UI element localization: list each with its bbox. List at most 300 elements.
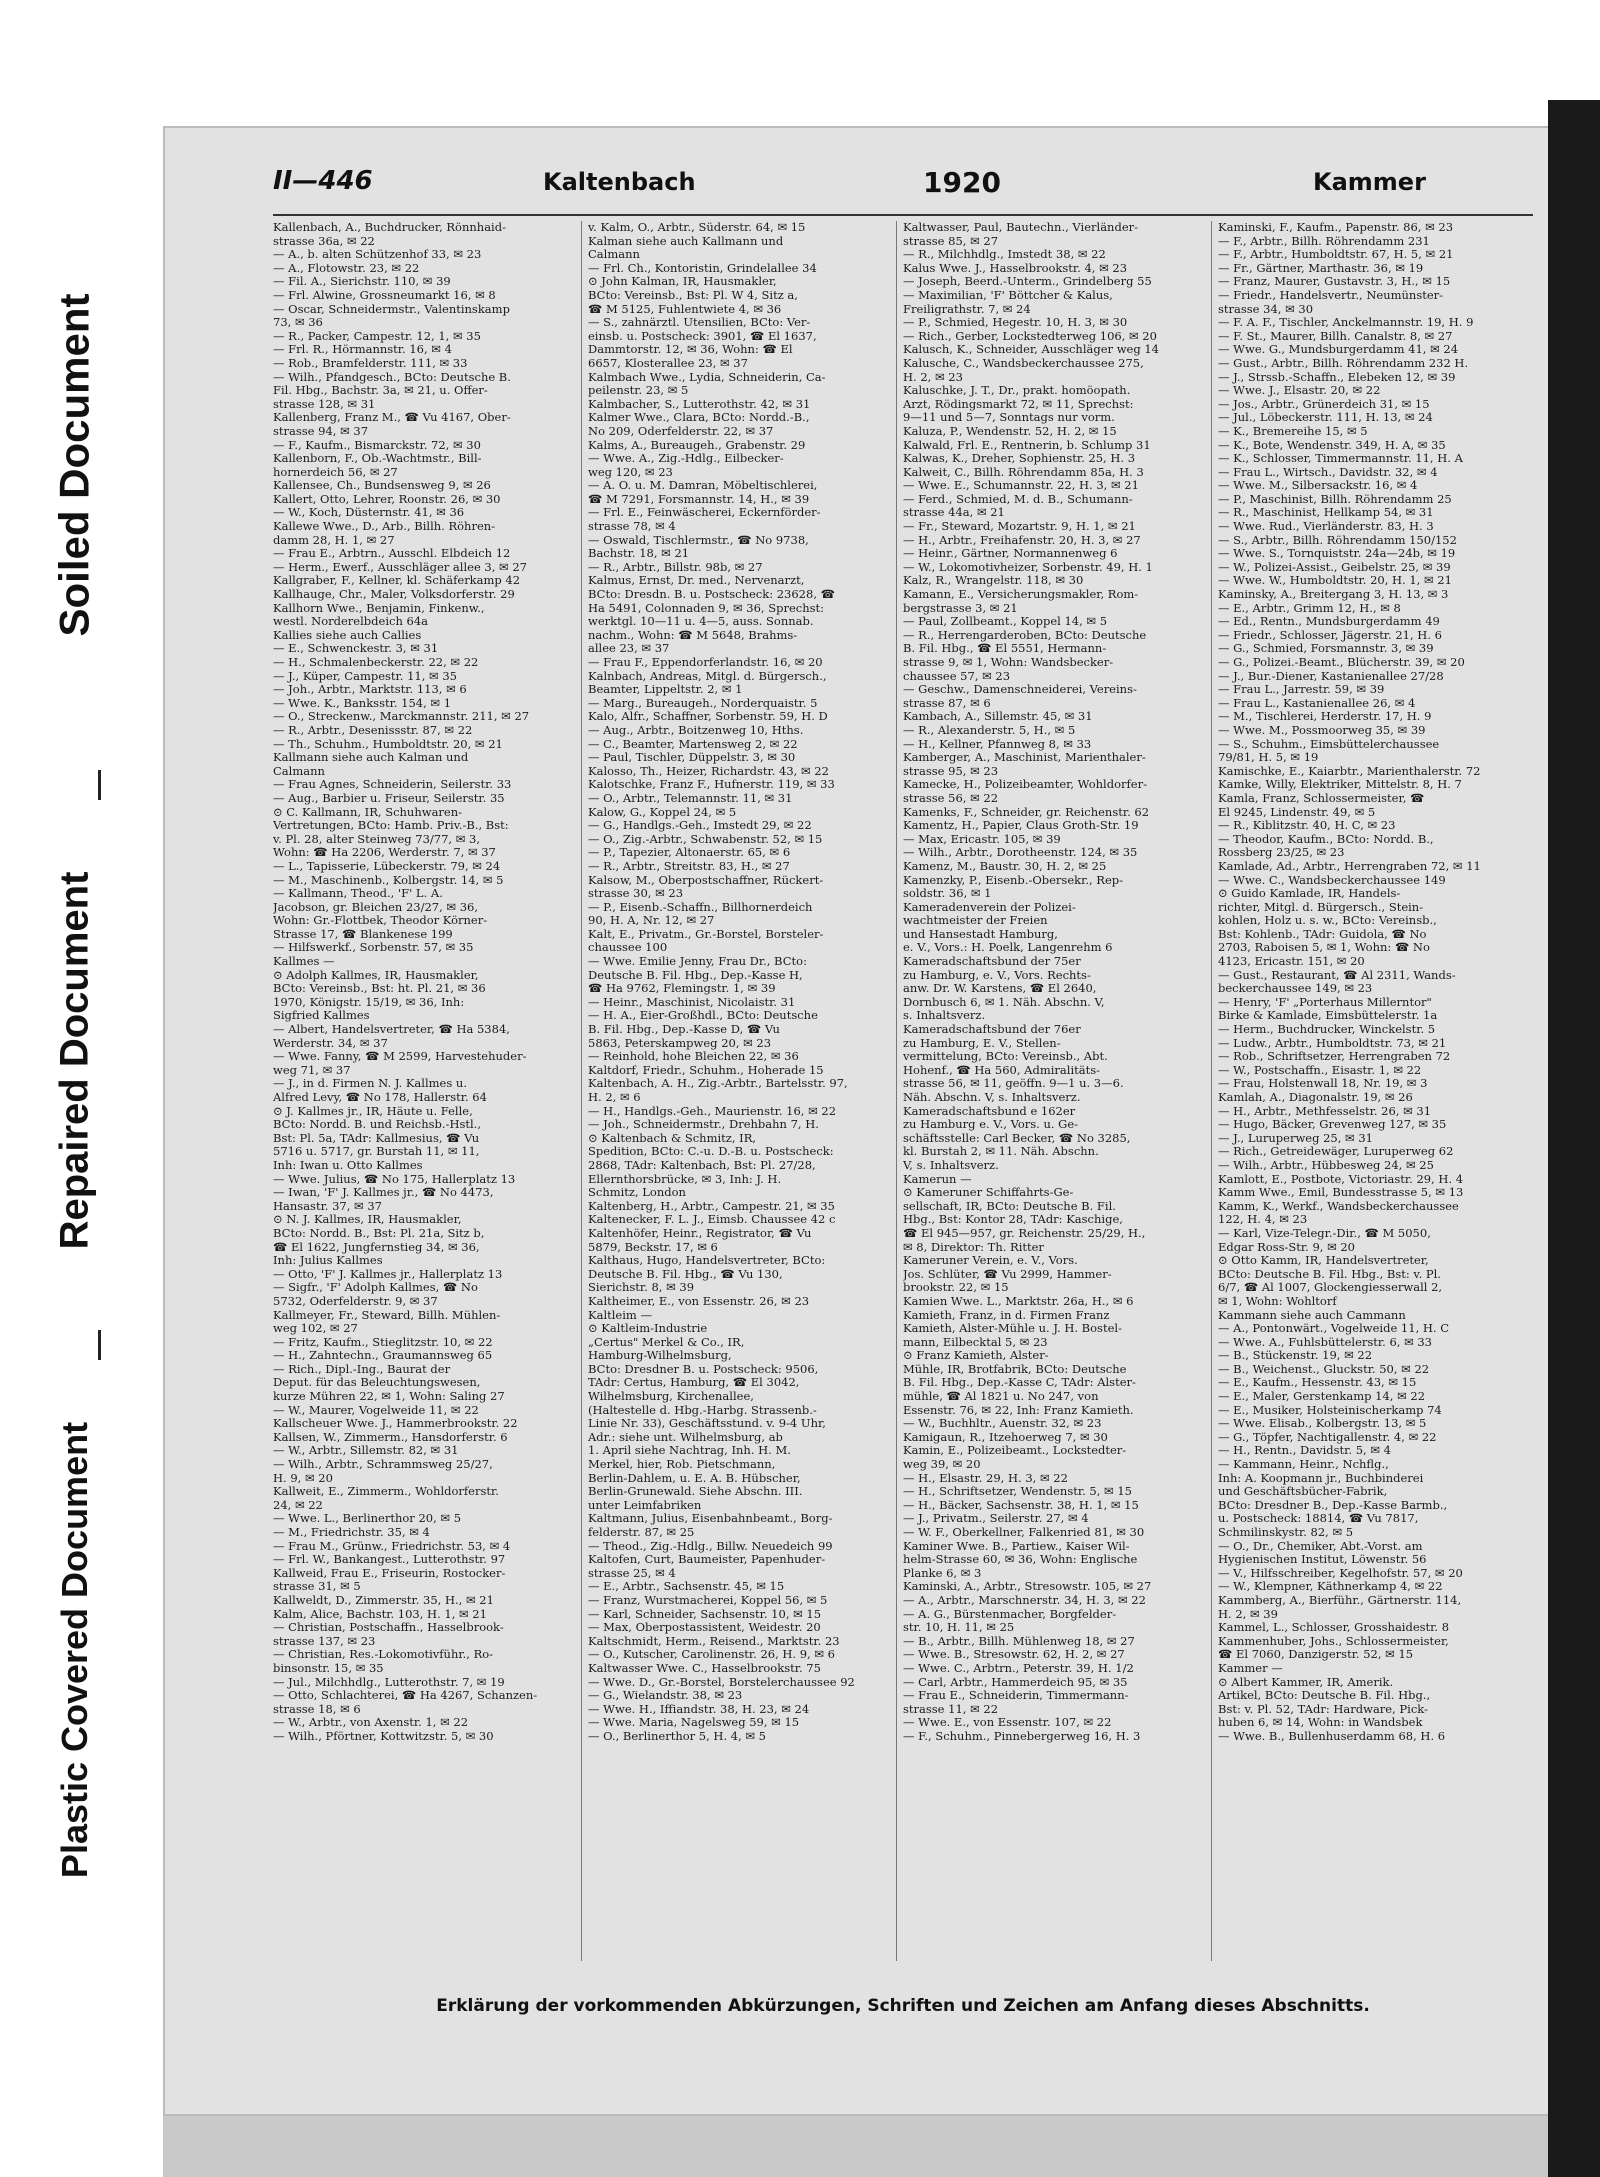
directory-entry-line: Kalwald, Frl. E., Rentnerin, b. Schlump 31 xyxy=(903,438,1151,452)
directory-entry-line: 73, ✉ 36 xyxy=(273,316,323,330)
directory-entry-line: ✉ 8, Direktor: Th. Ritter xyxy=(903,1240,1044,1254)
directory-entry-line: zu Hamburg e. V., Vors. u. Ge- xyxy=(903,1118,1079,1132)
directory-entry-line: — Oswald, Tischlermstr., ☎ No 9738, xyxy=(588,533,809,547)
directory-entry-line: 1970, Königstr. 15/19, ✉ 36, Inh: xyxy=(273,995,465,1009)
directory-entry-line: — W., Maurer, Vogelweide 11, ✉ 22 xyxy=(273,1403,479,1417)
directory-entry-line: — Frau L., Jarrestr. 59, ✉ 39 xyxy=(1218,683,1385,697)
directory-entry-line: Jacobson, gr. Bleichen 23/27, ✉ 36, xyxy=(273,900,479,914)
directory-entry-line: Wilhelmsburg, Kirchenallee, xyxy=(588,1390,754,1404)
directory-entry-line: Kaltdorf, Friedr., Schuhm., Hoherade 15 xyxy=(588,1063,824,1077)
directory-entry-line: Kamenz, M., Baustr. 30, H. 2, ✉ 25 xyxy=(903,859,1107,873)
directory-entry-line: Kalmus, Ernst, Dr. med., Nervenarzt, xyxy=(588,574,805,588)
directory-entry-line: — Heinr., Gärtner, Normannenweg 6 xyxy=(903,547,1118,561)
directory-column-1 xyxy=(273,221,573,1961)
directory-entry-line: H. 2, ✉ 6 xyxy=(588,1091,641,1104)
directory-entry-line: — O., Kutscher, Carolinenstr. 26, H. 9, ✉ 6 xyxy=(588,1648,835,1662)
directory-entry-line: — F. St., Maurer, Billh. Canalstr. 8, ✉ 27 xyxy=(1218,329,1453,343)
directory-entry-line: — F., Kaufm., Bismarckstr. 72, ✉ 30 xyxy=(273,438,481,452)
directory-entry-line: Kalwas, K., Dreher, Sophienstr. 25, H. 3 xyxy=(903,452,1136,466)
directory-entry-line: — Kammann, Heinr., Nchflg., xyxy=(1218,1458,1389,1472)
directory-entry-line: — H., Zahntechn., Graumannsweg 65 xyxy=(273,1349,493,1363)
directory-entry-line: Kalow, G., Koppel 24, ✉ 5 xyxy=(588,805,737,819)
directory-entry-line: — Wwe. M., Possmoorweg 35, ✉ 39 xyxy=(1218,723,1426,737)
directory-entry-line: binsonstr. 15, ✉ 35 xyxy=(273,1661,384,1675)
directory-entry-line: — Wwe. C., Wandsbeckerchaussee 149 xyxy=(1218,873,1446,887)
directory-entry-line: Birke & Kamlade, Eimsbüttelerstr. 1a xyxy=(1218,1009,1438,1023)
directory-entry-line: — O., Zig.-Arbtr., Schwabenstr. 52, ✉ 15 xyxy=(588,832,823,846)
header-first-entry: Kaltenbach xyxy=(543,168,696,196)
directory-entry-line: BCto: Nordd. B. und Reichsb.-Hstl., xyxy=(273,1118,481,1132)
directory-entry-line: strasse 94, ✉ 37 xyxy=(273,424,369,438)
directory-entry-line: helm-Strasse 60, ✉ 36, Wohn: Englische xyxy=(903,1553,1138,1567)
directory-entry-line: Kallsen, W., Zimmerm., Hansdorferstr. 6 xyxy=(273,1430,508,1444)
directory-entry-line: Kamann, E., Versicherungsmakler, Rom- xyxy=(903,588,1139,602)
directory-entry-line: Kallewe Wwe., D., Arb., Billh. Röhren- xyxy=(273,520,496,534)
directory-entry-line: — R., Milchhdlg., Imstedt 38, ✉ 22 xyxy=(903,248,1106,262)
directory-entry-line: Kaltschmidt, Herm., Reisend., Marktstr. 23 xyxy=(588,1634,840,1648)
directory-entry-line: Kalmbach Wwe., Lydia, Schneiderin, Ca- xyxy=(588,370,826,384)
directory-entry-line: — Christian, Postschaffn., Hasselbrook- xyxy=(273,1621,504,1635)
directory-entry-line: 5879, Beckstr. 17, ✉ 6 xyxy=(588,1240,718,1254)
directory-entry-line: — J., Strssb.-Schaffn., Elebeken 12, ✉ 39 xyxy=(1218,370,1456,384)
directory-entry-line: — Reinhold, hohe Bleichen 22, ✉ 36 xyxy=(588,1050,799,1064)
directory-entry-line: — Max, Ericastr. 105, ✉ 39 xyxy=(903,832,1061,846)
directory-entry-line: — Wwe. Rud., Vierländerstr. 83, H. 3 xyxy=(1218,520,1434,534)
directory-entry-line: — Henry, 'F' „Porterhaus Millerntor" xyxy=(1218,995,1432,1009)
directory-entry-line: ⊙ Kameruner Schiffahrts-Ge- xyxy=(903,1186,1074,1200)
directory-entry-line: strasse 9, ✉ 1, Wohn: Wandsbecker- xyxy=(903,656,1114,669)
directory-entry-line: strasse 95, ✉ 23 xyxy=(903,764,999,778)
label-divider xyxy=(98,770,101,800)
directory-entry-line: — Wwe. E., Schumannstr. 22, H. 3, ✉ 21 xyxy=(903,479,1139,493)
directory-entry-line: — Joseph, Beerd.-Unterm., Grindelberg 55 xyxy=(903,275,1152,289)
directory-entry-line: beckerchaussee 149, ✉ 23 xyxy=(1218,982,1373,996)
directory-entry-line: Kameruner Verein, e. V., Vors. xyxy=(903,1254,1078,1268)
directory-entry-line: — P., Schmied, Hegestr. 10, H. 3, ✉ 30 xyxy=(903,316,1128,330)
directory-entry-line: — O., Berlinerthor 5, H. 4, ✉ 5 xyxy=(588,1729,767,1743)
directory-entry-line: — Heinr., Maschinist, Nicolaistr. 31 xyxy=(588,995,796,1009)
directory-entry-line: — A. G., Bürstenmacher, Borgfelder- xyxy=(903,1607,1117,1621)
directory-entry-line: Wohn: Gr.-Flottbek, Theodor Körner- xyxy=(273,914,488,928)
directory-entry-line: damm 28, H. 1, ✉ 27 xyxy=(273,533,395,547)
directory-entry-line: — Wwe. Maria, Nagelsweg 59, ✉ 15 xyxy=(588,1716,800,1730)
directory-entry-line: Kalmer Wwe., Clara, BCto: Nordd.-B., xyxy=(588,411,810,425)
directory-entry-line: Kallhauge, Chr., Maler, Volksdorferstr. 29 xyxy=(273,588,515,602)
directory-entry-line: — J., Luruperweg 25, ✉ 31 xyxy=(1218,1131,1373,1145)
abbreviations-note: Erklärung der vorkommenden Abkürzungen, Schriften und Zeichen am Anfang dieses Abschnitts. xyxy=(436,1996,1370,2016)
directory-entry-line: Kalosso, Th., Heizer, Richardstr. 43, ✉ 22 xyxy=(588,764,829,778)
directory-entry-line: — Frl. Alwine, Grossneumarkt 16, ✉ 8 xyxy=(273,288,496,302)
directory-entry-line: — H., Rentn., Davidstr. 5, ✉ 4 xyxy=(1218,1444,1391,1458)
directory-entry-line: — Rich., Getreidewäger, Luruperweg 62 xyxy=(1218,1145,1454,1159)
directory-entry-line: Werderstr. 34, ✉ 37 xyxy=(273,1036,388,1050)
directory-entry-line: Calmann xyxy=(273,764,325,778)
directory-entry-line: Kallmes — xyxy=(273,955,335,969)
directory-entry-line: bergstrasse 3, ✉ 21 xyxy=(903,601,1018,615)
directory-entry-line: str. 10, H. 11, ✉ 25 xyxy=(903,1621,1015,1635)
directory-entry-line: Kamenzky, P., Eisenb.-Obersekr., Rep- xyxy=(903,873,1124,887)
directory-entry-line: — Wwe. H., Iffiandstr. 38, H. 23, ✉ 24 xyxy=(588,1702,810,1716)
directory-entry-line: — Fr., Gärtner, Marthastr. 36, ✉ 19 xyxy=(1218,261,1424,275)
directory-entry-line: Kaltmann, Julius, Eisenbahnbeamt., Borg- xyxy=(588,1512,833,1526)
directory-entry-line: — Fritz, Kaufm., Stieglitzstr. 10, ✉ 22 xyxy=(273,1335,493,1349)
directory-entry-line: Kallmann siehe auch Kalman und xyxy=(273,751,469,765)
directory-entry-line: Strasse 17, ☎ Blankenese 199 xyxy=(273,927,453,941)
plastic-covered-document-label: Plastic Covered Document xyxy=(54,1421,96,1879)
directory-entry-line: B. Fil. Hbg., Dep.-Kasse C, TAdr: Alster- xyxy=(903,1376,1136,1390)
directory-entry-line: Kallert, Otto, Lehrer, Roonstr. 26, ✉ 30 xyxy=(273,492,501,506)
directory-entry-line: 5863, Peterskampweg 20, ✉ 23 xyxy=(588,1036,772,1050)
directory-entry-line: — Wilh., Pförtner, Kottwitzstr. 5, ✉ 30 xyxy=(273,1729,494,1743)
directory-entry-line: — E., Musiker, Holsteinischerkamp 74 xyxy=(1218,1403,1442,1417)
directory-entry-line: — Paul, Tischler, Düppelstr. 3, ✉ 30 xyxy=(588,751,796,765)
directory-entry-line: ⊙ Franz Kamieth, Alster- xyxy=(903,1349,1049,1363)
directory-entry-line: allee 23, ✉ 37 xyxy=(588,642,670,656)
directory-entry-line: — Frau L., Wirtsch., Davidstr. 32, ✉ 4 xyxy=(1218,465,1438,479)
directory-entry-line: — Frau L., Kastanienallee 26, ✉ 4 xyxy=(1218,696,1416,710)
header-rule xyxy=(273,214,1533,216)
directory-entry-line: schäftsstelle: Carl Becker, ☎ No 3285, xyxy=(903,1131,1131,1145)
directory-entry-line: Kallenberg, Franz M., ☎ Vu 4167, Ober- xyxy=(273,411,511,425)
directory-entry-line: strasse 78, ✉ 4 xyxy=(588,520,676,534)
directory-entry-line: strasse 128, ✉ 31 xyxy=(273,397,376,411)
column-divider xyxy=(1211,221,1212,1961)
directory-entry-line: Jos. Schlüter, ☎ Vu 2999, Hammer- xyxy=(903,1267,1112,1281)
directory-entry-line: Spedition, BCto: C.-u. D.-B. u. Postscheck: xyxy=(588,1145,834,1159)
directory-entry-line: — B., Weichenst., Gluckstr. 50, ✉ 22 xyxy=(1218,1362,1430,1376)
directory-entry-line: Rossberg 23/25, ✉ 23 xyxy=(1218,846,1345,860)
directory-entry-line: — M., Friedrichstr. 35, ✉ 4 xyxy=(273,1526,430,1539)
directory-entry-line: Kamieth, Alster-Mühle u. J. H. Bostel- xyxy=(903,1322,1122,1336)
directory-entry-line: chaussee 57, ✉ 23 xyxy=(903,669,1011,683)
directory-entry-line: — B., Stückenstr. 19, ✉ 22 xyxy=(1218,1349,1373,1363)
directory-entry-line: westl. Norderelbdeich 64a xyxy=(273,615,428,629)
directory-entry-line: strasse 87, ✉ 6 xyxy=(903,696,991,710)
directory-entry-line: felderstr. 87, ✉ 25 xyxy=(588,1526,695,1539)
directory-entry-line: Dammtorstr. 12, ✉ 36, Wohn: ☎ El xyxy=(588,343,793,357)
directory-entry-line: V, s. Inhaltsverz. xyxy=(903,1158,999,1172)
directory-entry-line: Kamerun — xyxy=(903,1172,972,1186)
directory-entry-line: — H., Bäcker, Sachsenstr. 38, H. 1, ✉ 15 xyxy=(903,1498,1139,1512)
directory-page xyxy=(163,126,1555,2116)
directory-entry-line: — Friedr., Handelsvertr., Neumünster- xyxy=(1218,288,1444,302)
directory-entry-line: — G., Wielandstr. 38, ✉ 23 xyxy=(588,1689,743,1703)
directory-entry-line: Mühle, IR, Brotfabrik, BCto: Deutsche xyxy=(903,1362,1127,1376)
directory-entry-line: — H., Schriftsetzer, Wendenstr. 5, ✉ 15 xyxy=(903,1485,1132,1499)
directory-entry-line: H. 9, ✉ 20 xyxy=(273,1471,333,1485)
column-divider xyxy=(896,221,897,1961)
directory-entry-line: — P., Maschinist, Billh. Röhrendamm 25 xyxy=(1218,492,1452,506)
directory-entry-line: H. 2, ✉ 23 xyxy=(903,370,963,384)
directory-entry-line: — Theodor, Kaufm., BCto: Nordd. B., xyxy=(1218,832,1434,846)
directory-entry-line: — F., Arbtr., Billh. Röhrendamm 231 xyxy=(1218,234,1430,248)
directory-entry-line: H. 2, ✉ 39 xyxy=(1218,1607,1278,1621)
directory-entry-line: Kallweit, E., Zimmerm., Wohldorferstr. xyxy=(273,1485,499,1499)
directory-entry-line: und Hansestadt Hamburg, xyxy=(903,927,1058,941)
directory-entry-line: — Aug., Arbtr., Boitzenweg 10, Hths. xyxy=(588,723,804,737)
directory-entry-line: Sigfried Kallmes xyxy=(273,1009,370,1023)
directory-entry-line: — Wwe. A., Zig.-Hdlg., Eilbecker- xyxy=(588,452,784,466)
directory-entry-line: v. Pl. 28, alter Steinweg 73/77, ✉ 3, xyxy=(273,832,480,846)
directory-entry-line: — Fil. A., Sierichstr. 110, ✉ 39 xyxy=(273,275,451,289)
directory-entry-line: Schmitz, London xyxy=(588,1186,686,1200)
directory-entry-line: Kamlott, E., Postbote, Victoriastr. 29, H. 4 xyxy=(1218,1172,1464,1186)
directory-entry-line: — W., Buchhltr., Auenstr. 32, ✉ 23 xyxy=(903,1417,1102,1431)
directory-entry-line: u. Postscheck: 18814, ☎ Vu 7817, xyxy=(1218,1512,1419,1526)
directory-entry-line: Kammer — xyxy=(1218,1661,1283,1675)
directory-entry-line: 5716 u. 5717, gr. Burstah 11, ✉ 11, xyxy=(273,1145,480,1159)
directory-entry-line: — H., Kellner, Pfannweg 8, ✉ 33 xyxy=(903,737,1092,751)
directory-entry-line: Kamm Wwe., Emil, Bundesstrasse 5, ✉ 13 xyxy=(1218,1186,1464,1200)
directory-entry-line: Kamlah, A., Diagonalstr. 19, ✉ 26 xyxy=(1218,1091,1413,1104)
label-divider xyxy=(98,1330,101,1360)
soiled-document-label: Soiled Document xyxy=(51,293,99,637)
directory-entry-line: BCto: Vereinsb., Bst: Pl. W 4, Sitz a, xyxy=(588,288,798,302)
directory-entry-line: — E., Arbtr., Sachsenstr. 45, ✉ 15 xyxy=(588,1580,785,1594)
directory-entry-line: — Wwe. S., Tornquiststr. 24a—24b, ✉ 19 xyxy=(1218,547,1456,561)
directory-entry-line: und Geschäftsbücher-Fabrik, xyxy=(1218,1485,1388,1499)
directory-entry-line: — Aug., Barbier u. Friseur, Seilerstr. 35 xyxy=(273,791,505,805)
directory-entry-line: — O., Arbtr., Telemannstr. 11, ✉ 31 xyxy=(588,791,793,805)
directory-entry-line: — L., Tapisserie, Lübeckerstr. 79, ✉ 24 xyxy=(273,859,501,873)
directory-entry-line: Kalo, Alfr., Schaffner, Sorbenstr. 59, H. D xyxy=(588,710,828,724)
directory-entry-line: 6/7, ☎ Al 1007, Glockengiesserwall 2, xyxy=(1218,1281,1443,1295)
directory-entry-line: Adr.: siehe unt. Wilhelmsburg, ab xyxy=(588,1430,783,1444)
directory-entry-line: — Frl. W., Bankangest., Lutterothstr. 97 xyxy=(273,1553,506,1567)
directory-entry-line: Kalweit, C., Billh. Röhrendamm 85a, H. 3 xyxy=(903,465,1144,479)
directory-entry-line: — E., Maler, Gerstenkamp 14, ✉ 22 xyxy=(1218,1390,1426,1404)
directory-entry-line: 9—11 und 5—7, Sonntags nur vorm. xyxy=(903,411,1115,425)
directory-entry-line: — Frau E., Schneiderin, Timmermann- xyxy=(903,1689,1129,1703)
directory-entry-line: Kaluza, P., Wendenstr. 52, H. 2, ✉ 15 xyxy=(903,424,1117,438)
directory-entry-line: — Franz, Maurer, Gustavstr. 3, H., ✉ 15 xyxy=(1218,275,1451,289)
directory-entry-line: weg 71, ✉ 37 xyxy=(273,1063,351,1077)
directory-entry-line: — Wwe. Elisab., Kolbergstr. 13, ✉ 5 xyxy=(1218,1417,1427,1431)
directory-entry-line: Kamlade, Ad., Arbtr., Herrengraben 72, ✉ 11 xyxy=(1218,859,1481,873)
directory-entry-line: — Rich., Gerber, Lockstedterweg 106, ✉ 20 xyxy=(903,329,1157,343)
directory-entry-line: — H. A., Eier-Großhdl., BCto: Deutsche xyxy=(588,1009,818,1023)
directory-entry-line: Näh. Abschn. V, s. Inhaltsverz. xyxy=(903,1091,1081,1104)
directory-entry-line: 2868, TAdr: Kaltenbach, Bst: Pl. 27/28, xyxy=(588,1158,816,1172)
directory-entry-line: B. Fil. Hbg., Dep.-Kasse D, ☎ Vu xyxy=(588,1023,780,1037)
directory-entry-line: Kalnbach, Andreas, Mitgl. d. Bürgersch., xyxy=(588,669,827,683)
directory-entry-line: wachtmeister der Freien xyxy=(903,914,1048,928)
directory-entry-line: kurze Mühren 22, ✉ 1, Wohn: Saling 27 xyxy=(273,1390,505,1404)
directory-entry-line: ⊙ Otto Kamm, IR, Handelsvertreter, xyxy=(1218,1254,1429,1268)
directory-entry-line: vermittelung, BCto: Vereinsb., Abt. xyxy=(903,1050,1108,1064)
directory-entry-line: 1. April siehe Nachtrag, Inh. H. M. xyxy=(588,1444,791,1458)
directory-entry-line: Kallgraber, F., Kellner, kl. Schäferkamp 42 xyxy=(273,574,521,588)
directory-entry-line: Deput. für das Beleuchtungswesen, xyxy=(273,1376,481,1390)
directory-entry-line: Kameradenverein der Polizei- xyxy=(903,900,1076,914)
directory-entry-line: — F. A. F., Tischler, Anckelmannstr. 19, H. 9 xyxy=(1218,316,1474,330)
directory-entry-line: — F., Schuhm., Pinnebergerweg 16, H. 3 xyxy=(903,1729,1141,1743)
directory-entry-line: Kalz, R., Wrangelstr. 118, ✉ 30 xyxy=(903,574,1084,588)
directory-entry-line: 4123, Ericastr. 151, ✉ 20 xyxy=(1218,955,1365,969)
directory-entry-line: — H., Schmalenbeckerstr. 22, ✉ 22 xyxy=(273,656,479,669)
directory-entry-line: ⊙ J. Kallmes jr., IR, Häute u. Felle, xyxy=(273,1104,473,1118)
directory-entry-line: — C., Beamter, Martensweg 2, ✉ 22 xyxy=(588,737,798,751)
directory-entry-line: hornerdeich 56, ✉ 27 xyxy=(273,465,398,479)
directory-entry-line: Kaltenecker, F. L. J., Eimsb. Chaussee 42 c xyxy=(588,1213,836,1227)
directory-entry-line: — Wwe. K., Banksstr. 154, ✉ 1 xyxy=(273,696,452,710)
directory-entry-line: — E., Schwenckestr. 3, ✉ 31 xyxy=(273,642,439,656)
directory-entry-line: — E., Kaufm., Hessenstr. 43, ✉ 15 xyxy=(1218,1376,1417,1390)
header-last-entry: Kammer xyxy=(1313,168,1426,196)
directory-entry-line: Kaluschke, J. T., Dr., prakt. homöopath. xyxy=(903,384,1131,398)
directory-entry-line: — W., Koch, Düsternstr. 41, ✉ 36 xyxy=(273,506,465,520)
directory-entry-line: — O., Dr., Chemiker, Abt.-Vorst. am xyxy=(1218,1539,1423,1553)
directory-entry-line: — Wilh., Pfandgesch., BCto: Deutsche B. xyxy=(273,370,511,384)
directory-entry-line: — R., Arbtr., Billstr. 98b, ✉ 27 xyxy=(588,560,763,574)
directory-entry-line: — Hugo, Bäcker, Grevenweg 127, ✉ 35 xyxy=(1218,1118,1447,1132)
directory-entry-line: B. Fil. Hbg., ☎ El 5551, Hermann- xyxy=(903,642,1107,656)
directory-entry-line: Kallenborn, F., Ob.-Wachtmstr., Bill- xyxy=(273,452,482,466)
directory-entry-line: Kaminsky, A., Breitergang 3, H. 13, ✉ 3 xyxy=(1218,588,1449,602)
directory-entry-line: einsb. u. Postscheck: 3901, ☎ El 1637, xyxy=(588,329,817,343)
directory-entry-line: Kalusch, K., Schneider, Ausschläger weg 14 xyxy=(903,343,1159,357)
directory-entry-line: Kaltwasser Wwe. C., Hasselbrookstr. 75 xyxy=(588,1661,821,1675)
directory-entry-line: — Wwe. G., Mundsburgerdamm 41, ✉ 24 xyxy=(1218,343,1459,357)
directory-entry-line: — R., Herrengarderoben, BCto: Deutsche xyxy=(903,628,1147,642)
directory-entry-line: peilenstr. 23, ✉ 5 xyxy=(588,384,689,398)
directory-entry-line: — H., Elsastr. 29, H. 3, ✉ 22 xyxy=(903,1471,1068,1485)
directory-entry-line: (Haltestelle d. Hbg.-Harbg. Strassenb.- xyxy=(588,1403,817,1417)
directory-entry-line: — Frau F., Eppendorferlandstr. 16, ✉ 20 xyxy=(588,656,823,669)
directory-entry-line: Kallscheuer Wwe. J., Hammerbrookstr. 22 xyxy=(273,1417,518,1431)
directory-entry-line: Kameradschaftsbund e 162er xyxy=(903,1104,1076,1118)
directory-entry-line: — Geschw., Damenschneiderei, Vereins- xyxy=(903,683,1137,697)
directory-entry-line: — W., Arbtr., von Axenstr. 1, ✉ 22 xyxy=(273,1716,469,1730)
directory-entry-line: Kaltofen, Curt, Baumeister, Papenhuder- xyxy=(588,1553,826,1567)
directory-entry-line: 6657, Klosterallee 23, ✉ 37 xyxy=(588,356,748,370)
directory-entry-line: Wohn: ☎ Ha 2206, Werderstr. 7, ✉ 37 xyxy=(273,846,496,860)
directory-entry-line: Deutsche B. Fil. Hbg., Dep.-Kasse H, xyxy=(588,968,803,982)
directory-entry-line: ⊙ Guido Kamlade, IR, Handels- xyxy=(1218,887,1401,901)
directory-entry-line: — Wwe. Emilie Jenny, Frau Dr., BCto: xyxy=(588,955,807,969)
directory-entry-line: — Frl. E., Feinwäscherei, Eckernförder- xyxy=(588,506,821,520)
directory-entry-line: — R., Alexanderstr. 5, H., ✉ 5 xyxy=(903,723,1076,737)
directory-entry-line: — O., Streckenw., Marckmannstr. 211, ✉ 27 xyxy=(273,710,530,724)
directory-entry-line: — Ferd., Schmied, M. d. B., Schumann- xyxy=(903,492,1133,506)
directory-entry-line: — P., Eisenb.-Schaffn., Billhornerdeich xyxy=(588,900,813,914)
directory-entry-line: — Carl, Arbtr., Hammerdeich 95, ✉ 35 xyxy=(903,1675,1128,1689)
directory-entry-line: strasse 56, ✉ 11, geöffn. 9—1 u. 3—6. xyxy=(903,1077,1124,1091)
directory-entry-line: — M., Tischlerei, Herderstr. 17, H. 9 xyxy=(1218,710,1432,724)
directory-entry-line: ⊙ John Kalman, IR, Hausmakler, xyxy=(588,275,777,289)
directory-entry-line: sellschaft, IR, BCto: Deutsche B. Fil. xyxy=(903,1199,1116,1213)
directory-entry-line: Freiligrathstr. 7, ✉ 24 xyxy=(903,302,1031,316)
directory-entry-line: — W., Postschaffn., Eisastr. 1, ✉ 22 xyxy=(1218,1063,1422,1077)
directory-entry-line: — Frl. R., Hörmannstr. 16, ✉ 4 xyxy=(273,343,452,357)
directory-entry-line: — W., Polizei-Assist., Geibelstr. 25, ✉ 39 xyxy=(1218,560,1451,574)
directory-entry-line: Kallhorn Wwe., Benjamin, Finkenw., xyxy=(273,601,485,615)
directory-entry-line: Kammel, L., Schlosser, Grosshaidestr. 8 xyxy=(1218,1621,1450,1635)
directory-entry-line: Kallensee, Ch., Bundsensweg 9, ✉ 26 xyxy=(273,479,491,493)
directory-entry-line: Kaminski, A., Arbtr., Stresowstr. 105, ✉ 27 xyxy=(903,1580,1152,1594)
directory-entry-line: — Frau E., Arbtrn., Ausschl. Elbdeich 12 xyxy=(273,547,511,561)
directory-entry-line: — A., Arbtr., Marschnerstr. 34, H. 3, ✉ 22 xyxy=(903,1593,1146,1607)
directory-entry-line: strasse 25, ✉ 4 xyxy=(588,1566,676,1580)
directory-entry-line: Kameradschaftsbund der 75er xyxy=(903,955,1081,969)
directory-entry-line: Kaltenhöfer, Heinr., Registrator, ☎ Vu xyxy=(588,1226,812,1240)
directory-entry-line: — Ludw., Arbtr., Humboldtstr. 73, ✉ 21 xyxy=(1218,1036,1447,1050)
directory-entry-line: — Wwe. D., Gr.-Borstel, Borstelerchaussee 92 xyxy=(588,1675,855,1689)
directory-entry-line: — B., Arbtr., Billh. Mühlenweg 18, ✉ 27 xyxy=(903,1634,1135,1648)
directory-entry-line: Kamke, Willy, Elektriker, Mittelstr. 8, H. 7 xyxy=(1218,778,1462,792)
directory-entry-line: — V., Hilfsschreiber, Kegelhofstr. 57, ✉ 20 xyxy=(1218,1566,1463,1580)
directory-entry-line: weg 39, ✉ 20 xyxy=(903,1458,981,1472)
directory-entry-line: — Christian, Res.-Lokomotivführ., Ro- xyxy=(273,1648,494,1662)
directory-entry-line: — Wwe. M., Silbersackstr. 16, ✉ 4 xyxy=(1218,479,1418,493)
directory-entry-line: — Gust., Arbtr., Billh. Röhrendamm 232 H. xyxy=(1218,356,1469,370)
directory-entry-line: Kaltwasser, Paul, Bautechn., Vierländer- xyxy=(903,221,1139,234)
directory-entry-line: — Sigfr., 'F' Adolph Kallmes, ☎ No xyxy=(273,1281,478,1295)
directory-column-4 xyxy=(1218,221,1518,1961)
directory-entry-line: Kameradschaftsbund der 76er xyxy=(903,1023,1081,1037)
directory-entry-line: — R., Packer, Campestr. 12, 1, ✉ 35 xyxy=(273,329,481,343)
directory-entry-line: strasse 30, ✉ 23 xyxy=(588,887,684,901)
directory-entry-line: Artikel, BCto: Deutsche B. Fil. Hbg., xyxy=(1218,1689,1431,1703)
directory-entry-line: — Wwe. J., Elsastr. 20, ✉ 22 xyxy=(1218,384,1381,398)
directory-entry-line: — Wilh., Arbtr., Dorotheenstr. 124, ✉ 35 xyxy=(903,846,1138,860)
directory-entry-line: Kamecke, H., Polizeibeamter, Wohldorfer- xyxy=(903,778,1147,792)
directory-entry-line: Vertretungen, BCto: Hamb. Priv.-B., Bst: xyxy=(273,819,509,833)
directory-entry-line: — Karl, Vize-Telegr.-Dir., ☎ M 5050, xyxy=(1218,1226,1431,1240)
directory-entry-line: — W., Klempner, Käthnerkamp 4, ✉ 22 xyxy=(1218,1580,1443,1594)
directory-entry-line: ☎ M 7291, Forsmannstr. 14, H., ✉ 39 xyxy=(588,492,810,506)
directory-entry-line: — W. F., Oberkellner, Falkenried 81, ✉ 30 xyxy=(903,1526,1145,1539)
directory-entry-line: Kambach, A., Sillemstr. 45, ✉ 31 xyxy=(903,710,1093,724)
directory-entry-line: Kamin, E., Polizeibeamt., Lockstedter- xyxy=(903,1444,1127,1458)
directory-entry-line: — Th., Schuhm., Humboldtstr. 20, ✉ 21 xyxy=(273,737,503,751)
directory-entry-line: Alfred Levy, ☎ No 178, Hallerstr. 64 xyxy=(273,1091,487,1104)
page-header xyxy=(273,166,1533,206)
directory-entry-line: strasse 18, ✉ 6 xyxy=(273,1702,361,1716)
directory-entry-line: BCto: Dresdner B., Dep.-Kasse Barmb., xyxy=(1218,1498,1448,1512)
directory-entry-line: Linie Nr. 33), Geschäftsstund. v. 9-4 Uhr, xyxy=(588,1417,826,1431)
directory-entry-line: Kamischke, E., Kaiarbtr., Marienthalerstr. 72 xyxy=(1218,764,1481,778)
directory-entry-line: — Wwe. C., Arbtrn., Peterstr. 39, H. 1/2 xyxy=(903,1661,1134,1675)
directory-entry-line: Inh: Julius Kallmes xyxy=(273,1254,383,1268)
directory-entry-line: Planke 6, ✉ 3 xyxy=(903,1566,982,1580)
directory-entry-line: — R., Maschinist, Hellkamp 54, ✉ 31 xyxy=(1218,506,1434,520)
directory-entry-line: zu Hamburg, e. V., Vors. Rechts- xyxy=(903,968,1091,982)
directory-entry-line: 90, H. A, Nr. 12, ✉ 27 xyxy=(588,914,715,928)
directory-entry-line: — Fr., Steward, Mozartstr. 9, H. 1, ✉ 21 xyxy=(903,520,1136,534)
directory-entry-line: — H., Arbtr., Freihafenstr. 20, H. 3, ✉ 27 xyxy=(903,533,1141,547)
directory-entry-line: mann, Eilbecktal 5, ✉ 23 xyxy=(903,1335,1048,1349)
directory-entry-line: Kammann siehe auch Cammann xyxy=(1218,1308,1406,1322)
directory-entry-line: El 9245, Lindenstr. 49, ✉ 5 xyxy=(1218,805,1376,819)
directory-entry-line: Kalsow, M., Oberpostschaffner, Rückert- xyxy=(588,873,824,887)
directory-entry-line: Hohenf., ☎ Ha 560, Admiralitäts- xyxy=(903,1063,1101,1077)
directory-entry-line: ☎ M 5125, Fuhlentwiete 4, ✉ 36 xyxy=(588,302,782,316)
directory-entry-line: — S., Schuhm., Eimsbüttelerchaussee xyxy=(1218,737,1440,751)
directory-entry-line: — R., Arbtr., Streitstr. 83, H., ✉ 27 xyxy=(588,859,790,873)
directory-entry-line: strasse 11, ✉ 22 xyxy=(903,1702,999,1716)
header-year: 1920 xyxy=(923,166,1001,199)
directory-entry-line: — Wilh., Arbtr., Hübbesweg 24, ✉ 25 xyxy=(1218,1158,1434,1172)
directory-entry-line: strasse 31, ✉ 5 xyxy=(273,1580,361,1594)
directory-entry-line: werktgl. 10—11 u. 4—5, auss. Sonnab. xyxy=(588,615,814,629)
directory-entry-line: strasse 44a, ✉ 21 xyxy=(903,506,1005,520)
directory-entry-line: — Frl. Ch., Kontoristin, Grindelallee 34 xyxy=(588,261,817,275)
directory-entry-line: — S., Arbtr., Billh. Röhrendamm 150/152 xyxy=(1218,533,1457,547)
directory-entry-line: Kalms, A., Bureaugeh., Grabenstr. 29 xyxy=(588,438,806,452)
directory-entry-line: Kaltleim — xyxy=(588,1308,652,1322)
directory-entry-line: unter Leimfabriken xyxy=(588,1498,702,1512)
